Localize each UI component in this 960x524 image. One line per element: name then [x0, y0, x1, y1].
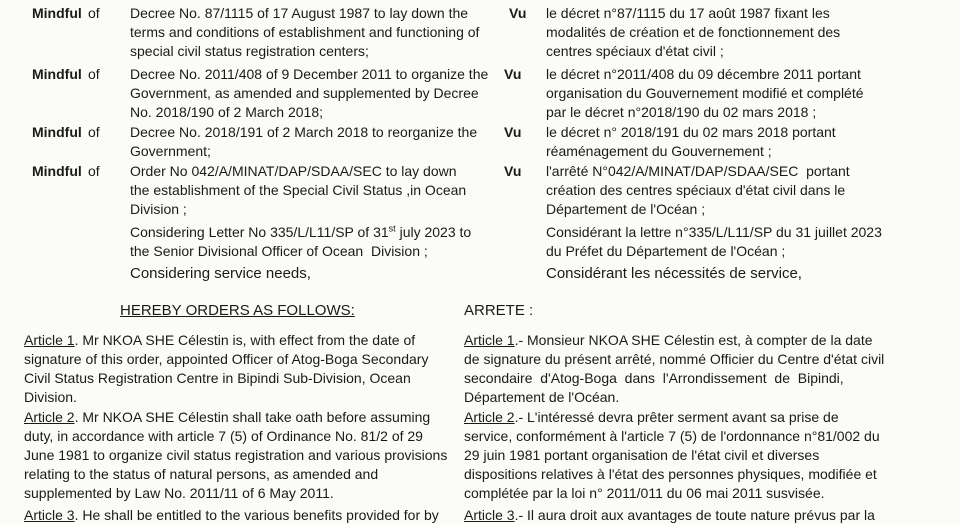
vu-line: création des centres spéciaux d'état civil dans le [546, 182, 846, 198]
considering-service: Considering service needs, [130, 265, 311, 282]
vu-label: Vu [509, 5, 527, 21]
mindful-line: Decree No. 2011/408 of 9 December 2011 to organize the [130, 66, 489, 82]
mindful-label: Mindful [32, 66, 82, 82]
mindful-label: Mindful [32, 5, 82, 21]
article-line: relating to the status of natural persons, as amended and [24, 466, 379, 482]
article-line: supplemented by Law No. 2011/11 of 6 May 2011. [24, 485, 334, 501]
article-line: dispositions relatives à l'état des personnes physiques, modifiée et [464, 466, 877, 482]
mindful-label: Mindful [32, 124, 82, 140]
article-line: complétée par la loi n° 2011/011 du 06 mai 2011 susvisée. [464, 485, 825, 501]
mindful-label: Mindful [32, 163, 82, 179]
article-line: secondaire d'Atog-Boga dans l'Arrondissement de Bipindi, [464, 370, 844, 386]
article-line: . Mr NKOA SHE Célestin shall take oath before assuming [74, 409, 431, 425]
considerant-service: Considérant les nécessités de service, [546, 265, 802, 282]
considerant-lettre-line: du Préfet du Département de l'Océan ; [546, 243, 786, 259]
vu-line: réaménagement du Gouvernement ; [546, 143, 772, 159]
vu-line: centres spéciaux d'état civil ; [546, 43, 724, 59]
vu-line: le décret n° 2018/191 du 02 mars 2018 portant [546, 124, 836, 140]
vu-line: le décret n°87/1115 du 17 août 1987 fixant les [546, 5, 830, 21]
article-label: Article 3 [24, 507, 75, 523]
vu-label: Vu [504, 66, 522, 82]
vu-line: organisation du Gouvernement modifié et complété [546, 85, 864, 101]
mindful-line: No. 2018/190 of 2 March 2018; [130, 104, 324, 120]
mindful-line: terms and conditions of establishment and functioning of [130, 24, 480, 40]
mindful-line: Government, as amended and supplemented by Decree [130, 85, 479, 101]
article-label: Article 3 [464, 507, 515, 523]
article-line: Civil Status Registration Centre in Bipindi Sub-Division, Ocean [24, 370, 411, 386]
vu-line: modalités de création et de fonctionnement des [546, 24, 841, 40]
mindful-line: Decree No. 87/1115 of 17 August 1987 to lay down the [130, 5, 469, 21]
article-line: June 1981 to organize civil status registration and various provisions [24, 447, 448, 463]
mindful-of: of [88, 66, 100, 82]
mindful-of: of [88, 5, 100, 21]
article-label: Article 1 [24, 332, 75, 348]
mindful-line: special civil status registration centers; [130, 43, 369, 59]
mindful-line: Order No 042/A/MINAT/DAP/SDAA/SEC to lay down [130, 163, 457, 179]
vu-line: par le décret n°2018/190 du 02 mars 2018 ; [546, 104, 817, 120]
article-label: Article 1 [464, 332, 515, 348]
article-label: Article 2 [464, 409, 515, 425]
article-line: .- L'intéressé devra prêter serment avant sa prise de [514, 409, 839, 425]
vu-line: Département de l'Océan ; [546, 201, 706, 217]
vu-line: le décret n°2011/408 du 09 décembre 2011 portant [546, 66, 861, 82]
mindful-line: Government; [130, 143, 211, 159]
article-line: Division. [24, 389, 77, 405]
arrete-heading: ARRETE : [464, 302, 534, 319]
considering-letter-line: Considering Letter No 335/L/L11/SP of 31st july 2023 to [130, 223, 472, 240]
article-label: Article 2 [24, 409, 75, 425]
mindful-line: Division ; [130, 201, 187, 217]
mindful-line: the establishment of the Special Civil Status ,in Ocean [130, 182, 467, 198]
vu-line: l'arrêté N°042/A/MINAT/DAP/SDAA/SEC portant [546, 163, 850, 179]
article-line: .- Monsieur NKOA SHE Célestin est, à compter de la date [514, 332, 873, 348]
considering-letter-line: the Senior Divisional Officer of Ocean Division ; [130, 243, 428, 259]
vu-label: Vu [504, 163, 522, 179]
article-line: signature of this order, appointed Officer of Atog-Boga Secondary [24, 351, 429, 367]
article-line: .- Il aura droit aux avantages de toute nature prévus par la [514, 507, 875, 523]
article-line: . Mr NKOA SHE Célestin is, with effect from the date of [74, 332, 416, 348]
article-line: de signature du présent arrêté, nommé Officier du Centre d'état civil [464, 351, 885, 367]
orders-heading: HEREBY ORDERS AS FOLLOWS: [120, 302, 355, 319]
article-line: service, conformément à l'article 7 (5) de l'ordonnance n°81/002 du [464, 428, 880, 444]
mindful-of: of [88, 163, 100, 179]
considerant-lettre-line: Considérant la lettre n°335/L/L11/SP du 31 juillet 2023 [546, 224, 882, 240]
mindful-line: Decree No. 2018/191 of 2 March 2018 to reorganize the [130, 124, 478, 140]
article-line: 29 juin 1981 portant organisation de l'état civil et diverses [464, 447, 820, 463]
vu-label: Vu [504, 124, 522, 140]
article-line: duty, in accordance with article 7 (5) of Ordinance No. 81/2 of 29 [24, 428, 423, 444]
article-line: . He shall be entitled to the various benefits provided for by [74, 507, 439, 523]
article-line: Département de l'Océan. [464, 389, 620, 405]
mindful-of: of [88, 124, 100, 140]
